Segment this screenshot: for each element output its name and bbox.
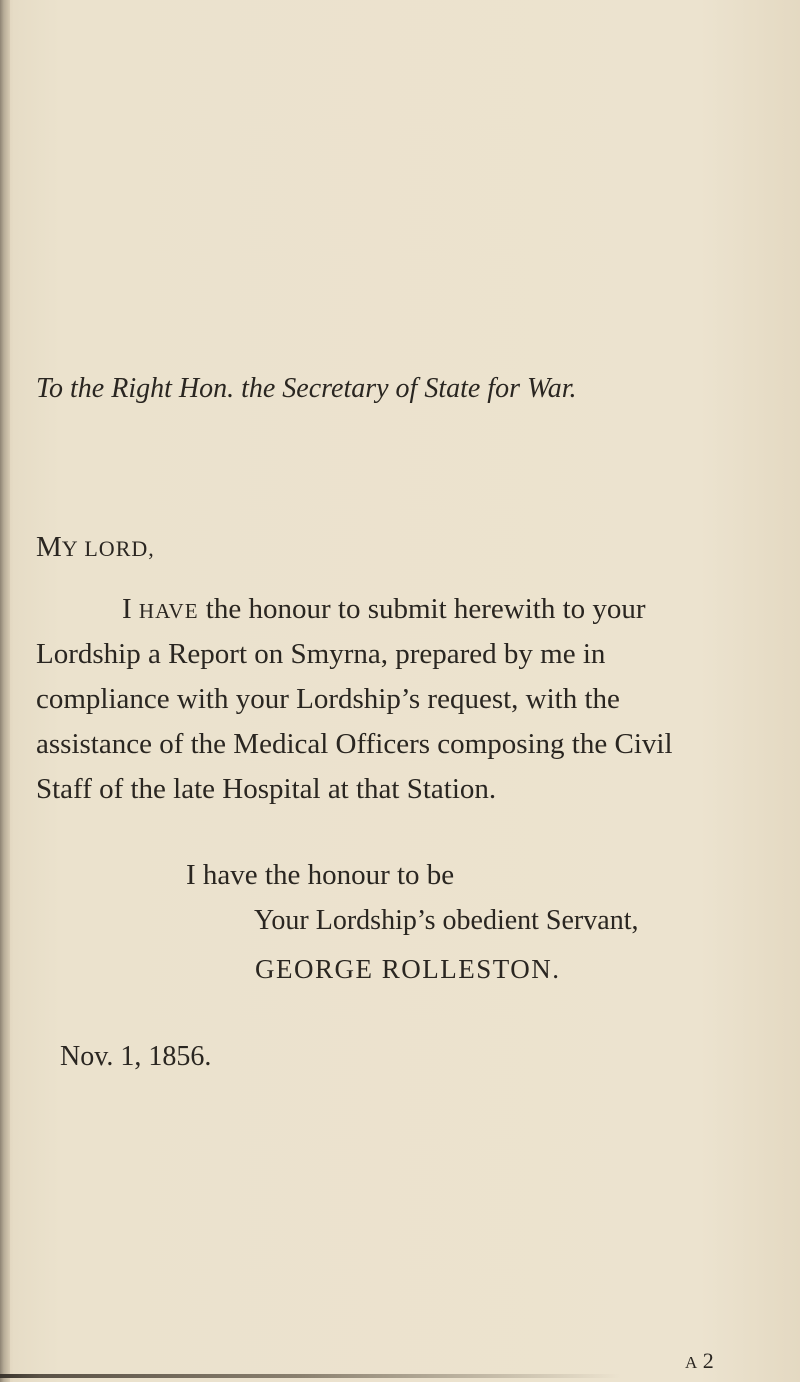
body-first-word: I [122,593,132,625]
signature-name: GEORGE ROLLESTON. [255,954,561,984]
body-line-5: Staff of the late Hospital at that Station. [36,773,497,805]
binding-shadow [0,0,10,1382]
letter-date: Nov. 1, 1856. [60,1041,212,1072]
salutation-rest: Y LORD, [61,536,155,561]
body-line-4: assistance of the Medical Officers composing the Civil [36,728,673,760]
salutation [36,530,155,566]
salutation-initial: M [36,531,62,563]
complimentary-close: Your Lordship’s obedient Servant, [254,905,639,936]
body-line-1-rest: the honour to submit herewith to your [198,593,646,625]
body-smallcaps-word: HAVE [138,599,199,623]
body-line-3: compliance with your Lordship’s request, with the [36,683,620,715]
bottom-edge-rule [0,1374,620,1378]
body-line-1 [122,592,646,628]
body-line-2: Lordship a Report on Smyrna, prepared by me in [36,638,606,670]
address-line: To the Right Hon. the Secretary of State for War. [36,373,577,404]
folio-mark [685,1349,714,1375]
closing-line: I have the honour to be [186,859,455,891]
folio-letter: A [685,1353,698,1372]
folio-number: 2 [697,1348,714,1373]
